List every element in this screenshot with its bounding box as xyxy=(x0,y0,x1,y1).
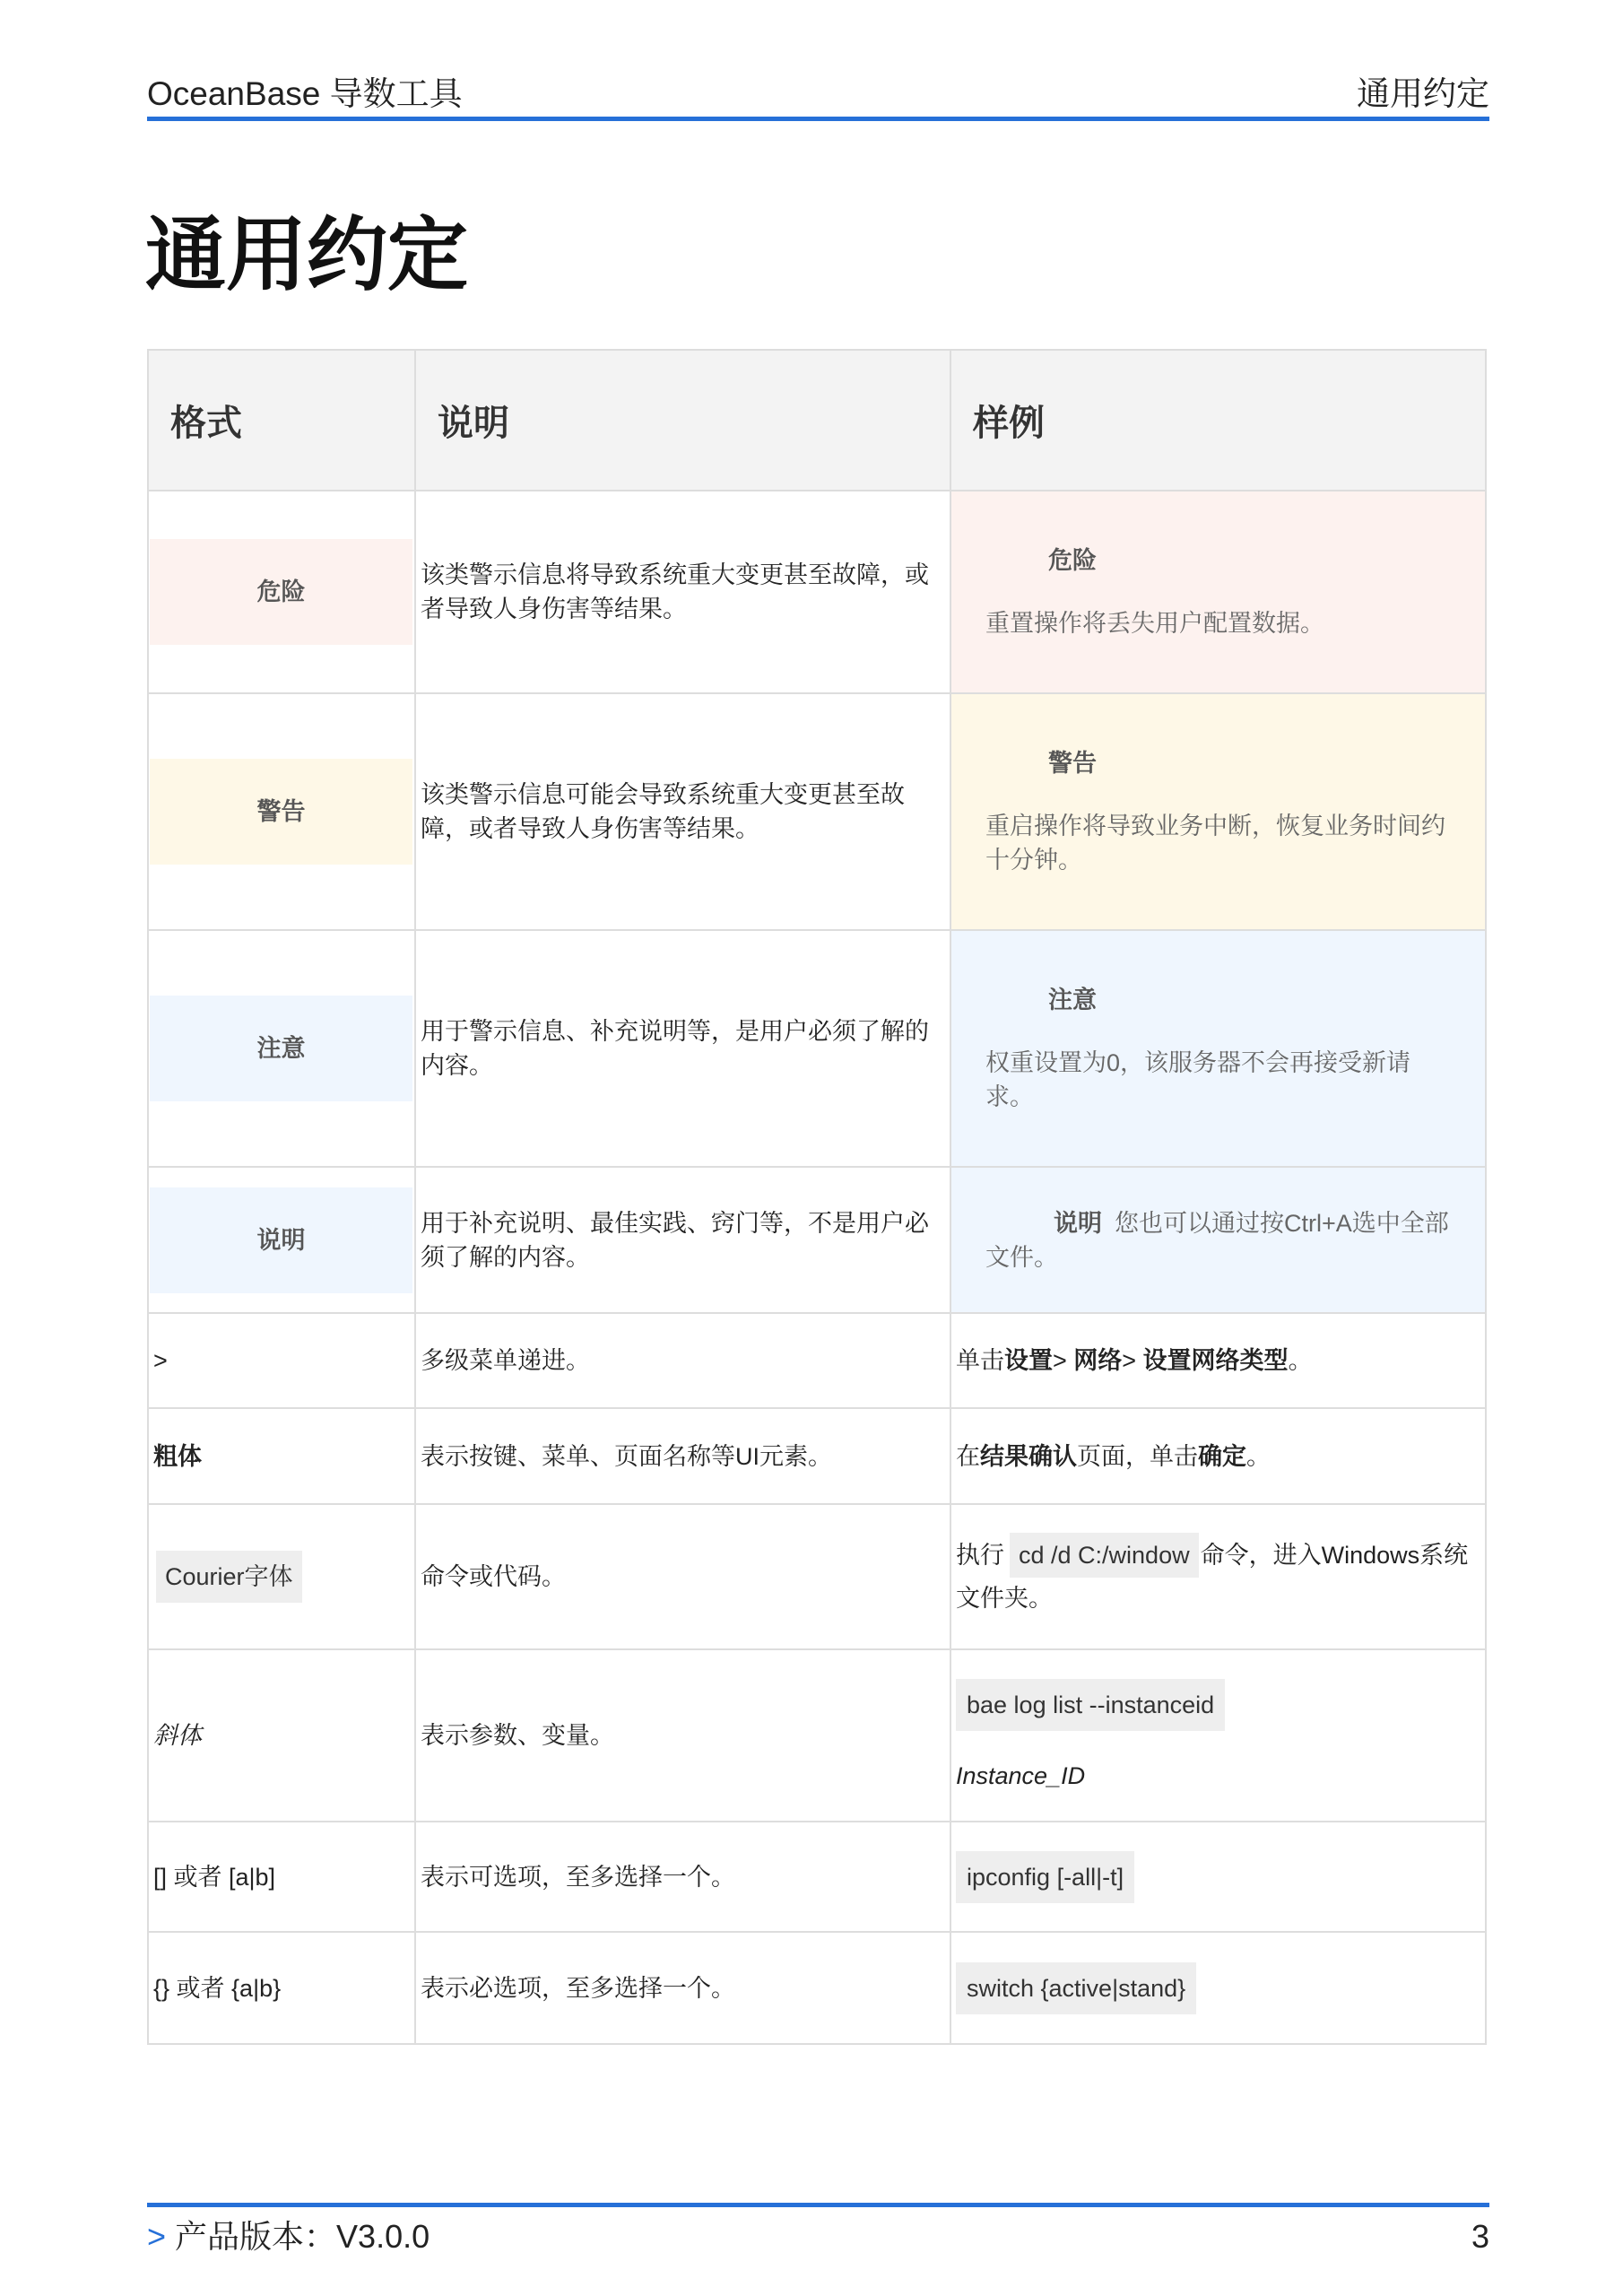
ui-element-text: 设置网络类型 xyxy=(1142,1347,1289,1374)
example-cell xyxy=(950,1504,1486,1649)
conventions-table xyxy=(147,349,1487,2045)
table-row xyxy=(148,1932,1486,2044)
callout-text: 重置操作将丢失用户配置数据。 xyxy=(985,610,1324,637)
code-snippet: bae log list --instanceid xyxy=(956,1679,1225,1731)
column-header-description: 说明 xyxy=(415,350,950,491)
table-row xyxy=(148,930,1486,1167)
section-title: 通用约定 xyxy=(1357,75,1489,112)
table-header-row xyxy=(148,350,1486,491)
variable-text: Instance_ID xyxy=(956,1761,1086,1789)
format-cell xyxy=(148,1167,415,1313)
warning-callout xyxy=(950,693,1486,930)
table-row xyxy=(148,1167,1486,1313)
code-line xyxy=(956,1679,1480,1731)
example-text: 在 xyxy=(956,1442,980,1470)
column-header-format: 格式 xyxy=(148,350,415,491)
example-text: 。 xyxy=(1288,1347,1313,1374)
format-cell xyxy=(148,693,415,930)
table-row xyxy=(148,491,1486,693)
description-cell: 用于补充说明、最佳实践、窍门等，不是用户必须了解的内容。 xyxy=(415,1167,950,1313)
code-snippet: switch {active|stand} xyxy=(956,1962,1196,2014)
callout-title: 警告 xyxy=(1048,750,1097,777)
example-text: 页面，单击 xyxy=(1077,1442,1198,1470)
callout-title: 危险 xyxy=(1048,547,1097,574)
description-cell: 表示必选项，至多选择一个。 xyxy=(415,1932,950,2044)
notice-tag: 注意 xyxy=(150,996,412,1101)
table-row xyxy=(148,1408,1486,1504)
example-text: 命令，进入Windows系统文件夹。 xyxy=(956,1542,1469,1612)
warning-tag: 警告 xyxy=(150,759,412,865)
example-cell xyxy=(950,1408,1486,1504)
page-number: 3 xyxy=(1471,2218,1489,2255)
footer-version xyxy=(147,2216,430,2257)
callout-title: 注意 xyxy=(1048,987,1097,1013)
format-cell: > xyxy=(148,1313,415,1408)
code-snippet: ipconfig [-all|-t] xyxy=(956,1851,1134,1903)
description-cell: 该类警示信息可能会导致系统重大变更甚至故障，或者导致人身伤害等结果。 xyxy=(415,693,950,930)
column-header-example: 样例 xyxy=(950,350,1486,491)
description-cell: 表示参数、变量。 xyxy=(415,1649,950,1822)
format-cell: 斜体 xyxy=(148,1649,415,1822)
format-cell: [] 或者 [a|b] xyxy=(148,1822,415,1932)
footer-marker-icon: > xyxy=(147,2218,167,2255)
description-cell: 表示可选项，至多选择一个。 xyxy=(415,1822,950,1932)
callout-text: 重启操作将导致业务中断，恢复业务时间约十分钟。 xyxy=(985,813,1445,874)
table-row xyxy=(148,1822,1486,1932)
ui-element-text: 网络 xyxy=(1073,1347,1123,1374)
description-cell: 多级菜单递进。 xyxy=(415,1313,950,1408)
example-cell xyxy=(950,1313,1486,1408)
ui-element-text: 设置 xyxy=(1004,1347,1053,1374)
product-version: 产品版本：V3.0.0 xyxy=(175,2218,430,2255)
description-cell: 用于警示信息、补充说明等，是用户必须了解的内容。 xyxy=(415,930,950,1167)
callout-title: 说明 xyxy=(1054,1209,1102,1237)
notice-callout xyxy=(950,930,1486,1167)
danger-tag: 危险 xyxy=(150,539,412,645)
ui-element-text: 结果确认 xyxy=(980,1442,1077,1470)
example-cell xyxy=(950,1649,1486,1822)
menu-separator: > xyxy=(1053,1347,1074,1374)
ui-element-text: 确定 xyxy=(1198,1442,1246,1470)
danger-callout xyxy=(950,491,1486,693)
running-header xyxy=(147,72,1489,121)
example-cell xyxy=(950,1822,1486,1932)
callout-text: 权重设置为0，该服务器不会再接受新请求。 xyxy=(985,1049,1411,1110)
callout-paragraph xyxy=(985,1206,1449,1274)
note-callout xyxy=(950,1167,1486,1313)
example-cell xyxy=(950,1932,1486,2044)
example-text: 单击 xyxy=(956,1347,1004,1374)
table-row xyxy=(148,1313,1486,1408)
format-cell xyxy=(148,930,415,1167)
document-title: OceanBase 导数工具 xyxy=(147,75,463,112)
note-tag: 说明 xyxy=(150,1187,412,1293)
code-snippet: cd /d C:/window xyxy=(1010,1533,1199,1578)
format-cell xyxy=(148,491,415,693)
table-row xyxy=(148,1504,1486,1649)
description-cell: 表示按键、菜单、页面名称等UI元素。 xyxy=(415,1408,950,1504)
format-cell: {} 或者 {a|b} xyxy=(148,1932,415,2044)
format-cell xyxy=(148,1504,415,1649)
example-text: 执行 xyxy=(956,1542,1004,1569)
code-format-sample: Courier字体 xyxy=(156,1551,302,1603)
table-row xyxy=(148,693,1486,930)
page-title: 通用约定 xyxy=(145,211,468,300)
example-text: 。 xyxy=(1246,1442,1271,1470)
description-cell: 命令或代码。 xyxy=(415,1504,950,1649)
format-cell: 粗体 xyxy=(148,1408,415,1504)
running-footer xyxy=(147,2203,1489,2266)
callout-text: 您也可以通过按Ctrl+A选中全部文件。 xyxy=(985,1209,1449,1271)
table-row xyxy=(148,1649,1486,1822)
description-cell: 该类警示信息将导致系统重大变更甚至故障，或者导致人身伤害等结果。 xyxy=(415,491,950,693)
menu-separator: > xyxy=(1122,1347,1143,1374)
